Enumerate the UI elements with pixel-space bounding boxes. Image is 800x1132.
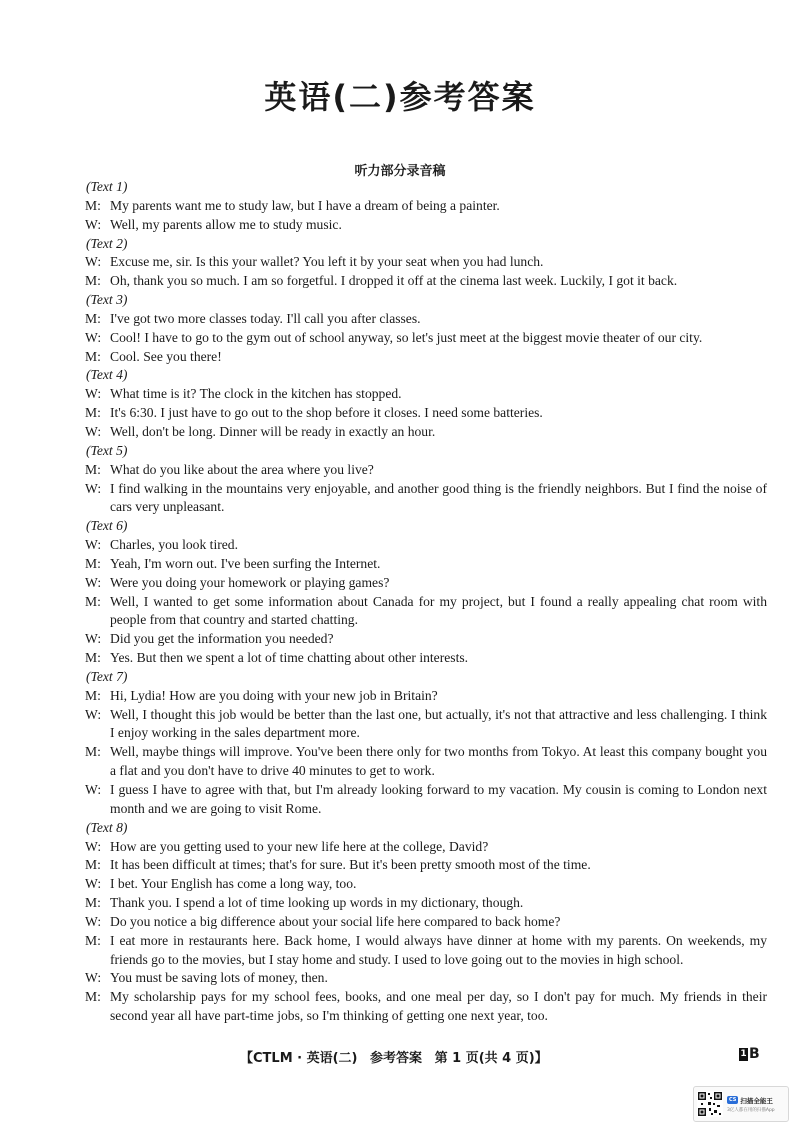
speaker-label: W: <box>85 480 102 496</box>
speaker-label: M: <box>85 405 101 421</box>
dialogue-line <box>85 988 767 1026</box>
speaker-label: W: <box>85 706 102 722</box>
scanner-watermark <box>693 1086 789 1122</box>
stamp-tagline: 3亿人都在用的扫描App <box>727 1107 775 1113</box>
dialogue-text: Well, don't be long. Dinner will be ready in exactly an hour. <box>110 423 436 439</box>
speaker-label: W: <box>85 631 102 647</box>
corner-box: 1 <box>740 1048 747 1059</box>
dialogue-text: Well, I wanted to get some information about Canada for my project, but I found a really appealing chat room with people from that country and started chatting. <box>110 593 767 628</box>
speaker-label: W: <box>85 970 102 986</box>
dialogue-text: It's 6:30. I just have to go out to the shop before it closes. I need some batteries. <box>110 405 543 421</box>
dialogue-text: Thank you. I spend a lot of time looking up words in my dictionary, though. <box>110 895 524 911</box>
dialogue-text: What do you like about the area where you live? <box>110 461 374 477</box>
speaker-label: W: <box>85 216 102 232</box>
dialogue-line <box>85 197 767 216</box>
dialogue-line <box>85 216 767 235</box>
dialogue-line <box>85 687 767 706</box>
speaker-label: M: <box>85 687 101 703</box>
dialogue-text: Yes. But then we spent a lot of time chatting about other interests. <box>110 650 469 666</box>
speaker-label: M: <box>85 348 101 364</box>
text-section-label: (Text 7) <box>86 668 128 684</box>
speaker-label: W: <box>85 386 102 402</box>
dialogue-text: Yeah, I'm worn out. I've been surfing the Internet. <box>110 555 381 571</box>
speaker-label: M: <box>85 273 101 289</box>
dialogue-text: Were you doing your homework or playing games? <box>110 574 390 590</box>
dialogue-text: I guess I have to agree with that, but I'm already looking forward to my vacation. My cousin is coming to London next month and we are going to visit Rome. <box>110 782 767 816</box>
speaker-label: W: <box>85 782 102 797</box>
speaker-label: W: <box>85 329 102 345</box>
dialogue-text: My scholarship pays for my school fees, books, and one meal per day, so I don't pay for much. My friends in their second year all have part-time jobs, so I'm thinking of getting one next year, too. <box>110 989 767 1024</box>
dialogue-text: Well, maybe things will improve. You've been there only for two months from Tokyo. At least this company bought you a flat and you don't have to drive 40 minutes to get to work. <box>110 744 767 779</box>
dialogue-line <box>85 253 767 272</box>
dialogue-line <box>85 574 767 593</box>
text-section-label: (Text 1) <box>86 179 128 194</box>
dialogue-line <box>85 856 767 875</box>
dialogue-text: How are you getting used to your new life here at the college, David? <box>110 838 489 854</box>
page-title: 英语(二)参考答案 <box>264 78 536 116</box>
dialogue-text: It has been difficult at times; that's for sure. But it's been pretty smooth most of the time. <box>110 857 591 873</box>
dialogue-text: I eat more in restaurants here. Back home, I would always have dinner at home with my parents. On weekends, my friends go to the movies, but I stay home and study. I used to love going out to the movies in high school. <box>110 932 767 967</box>
dialogue-line <box>85 404 767 423</box>
text-section-label: (Text 4) <box>86 367 128 383</box>
dialogue-text: Cool! I have to go to the gym out of school anyway, so let's just meet at the biggest movie theater of our city. <box>110 329 703 345</box>
speaker-label: M: <box>85 197 101 213</box>
dialogue-line <box>85 743 767 781</box>
dialogue-line <box>85 536 767 555</box>
dialogue-line <box>85 706 767 744</box>
dialogue-line <box>85 272 767 291</box>
speaker-label: M: <box>85 895 101 911</box>
dialogue-line <box>85 480 767 518</box>
dialogue-text: Well, my parents allow me to study music. <box>110 216 342 232</box>
dialogue-line <box>85 348 767 367</box>
speaker-label: M: <box>85 650 101 666</box>
footer-answer: 参考答案 <box>370 1051 423 1066</box>
dialogue-text: Did you get the information you needed? <box>110 631 334 647</box>
dialogue-line <box>85 555 767 574</box>
speaker-label: W: <box>85 537 102 553</box>
dialogue-line <box>85 875 767 894</box>
dialogue-text: I find walking in the mountains very enjoyable, and another good thing is the friendly neighbors. But I find the noise of cars very unpleasant. <box>110 480 767 515</box>
speaker-label: M: <box>85 310 101 326</box>
dialogue-text: Oh, thank you so much. I am so forgetful. I dropped it off at the cinema last week. Luckily, I got it back. <box>110 273 678 289</box>
dialogue-text: Cool. See you there! <box>110 348 222 364</box>
footer-series: 【CTLM · 英语(二) <box>240 1051 358 1066</box>
speaker-label: W: <box>85 254 102 270</box>
dialogue-text: Excuse me, sir. Is this your wallet? You left it by your seat when you had lunch. <box>110 254 544 270</box>
section-title: 听力部分录音稿 <box>354 164 446 179</box>
dialogue-line <box>85 593 767 631</box>
speaker-label: M: <box>85 989 101 1005</box>
speaker-label: W: <box>85 423 102 439</box>
speaker-label: W: <box>85 574 102 590</box>
dialogue-line <box>85 630 767 649</box>
text-section-label: (Text 8) <box>86 819 128 835</box>
dialogue-line <box>85 969 767 988</box>
text-section-label: (Text 6) <box>86 518 128 534</box>
dialogue-line <box>85 838 767 857</box>
text-section-label: (Text 2) <box>86 235 128 251</box>
dialogue-text: What time is it? The clock in the kitchen has stopped. <box>110 386 402 402</box>
dialogue-text: Hi, Lydia! How are you doing with your new job in Britain? <box>110 687 438 703</box>
dialogue-text: I bet. Your English has come a long way, too. <box>110 876 357 892</box>
dialogue-line <box>85 461 767 480</box>
footer-page-number: 第 1 页(共 4 页)】 <box>434 1051 548 1066</box>
dialogue-text: You must be saving lots of money, then. <box>110 970 328 986</box>
transcript <box>85 178 767 1026</box>
corner-mark <box>739 1046 760 1062</box>
speaker-label: M: <box>85 857 101 873</box>
dialogue-line <box>85 310 767 329</box>
dialogue-line <box>85 913 767 932</box>
speaker-label: W: <box>85 876 102 892</box>
dialogue-text: Do you notice a big difference about your social life here compared to back home? <box>110 913 561 929</box>
text-section-label: (Text 5) <box>86 442 128 458</box>
stamp-app-name: 扫描全能王 <box>740 1096 773 1105</box>
dialogue-line <box>85 649 767 668</box>
speaker-label: M: <box>85 461 101 477</box>
camscanner-logo-icon: CS <box>729 1097 737 1103</box>
page-footer <box>240 1047 548 1066</box>
dialogue-text: I've got two more classes today. I'll call you after classes. <box>110 310 421 326</box>
speaker-label: M: <box>85 555 101 571</box>
text-section-label: (Text 3) <box>86 292 128 308</box>
dialogue-text: My parents want me to study law, but I have a dream of being a painter. <box>110 197 500 213</box>
dialogue-line <box>85 781 767 819</box>
dialogue-line <box>85 932 767 970</box>
dialogue-line <box>85 423 767 442</box>
speaker-label: W: <box>85 838 102 854</box>
speaker-label: M: <box>85 744 101 760</box>
qr-code-icon <box>697 1091 723 1117</box>
speaker-label: M: <box>85 593 101 609</box>
dialogue-text: Charles, you look tired. <box>110 537 238 553</box>
speaker-label: M: <box>85 932 101 948</box>
dialogue-line <box>85 385 767 404</box>
dialogue-line <box>85 329 767 348</box>
dialogue-line <box>85 894 767 913</box>
dialogue-text: Well, I thought this job would be better than the last one, but actually, it's not that attractive and less challenging. I think I enjoy working in the sales department more. <box>110 706 767 741</box>
speaker-label: W: <box>85 913 102 929</box>
corner-letter: B <box>749 1046 760 1062</box>
